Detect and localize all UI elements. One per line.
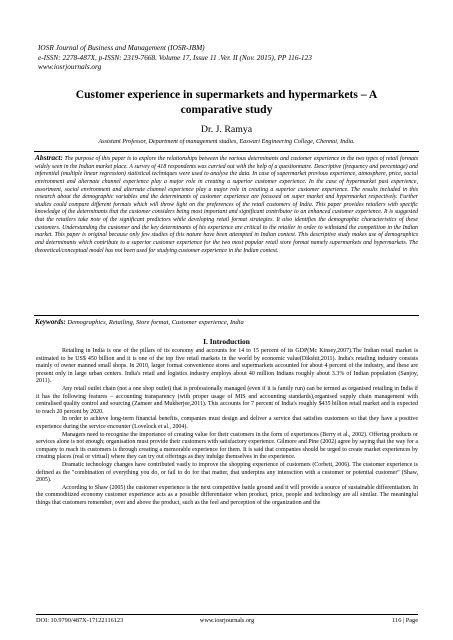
author-affiliation: Assistant Professor, Department of management studies, Easwari Engineering College, Chennai, India. — [98, 138, 355, 145]
keywords-text: Demographics, Retailing, Store format, Customer experience, India — [67, 319, 244, 326]
body-paragraph: According to Shaw (2005) the customer experience is the next competitive battle ground and it will provide a source of sustainable differentiation. In the commoditized economy customer experience acts as a possible differentiator when product, price, people and technology are all similar. The meaningful things that customers remember, over and above the product, such as the feel and perception of the organization and the — [36, 484, 418, 506]
abstract-paragraph — [35, 154, 418, 255]
footer-page-number: 116 | Page — [392, 617, 418, 624]
paper-title: Customer experience in supermarkets and hypermarkets – A comparative study — [75, 88, 378, 116]
introduction-body — [36, 348, 418, 507]
journal-issn: e-ISSN: 2278-487X, p-ISSN: 2319-7668. Volume 17, Issue 11 .Ver. II (Nov. 2015), PP 116-123 — [38, 52, 312, 62]
body-paragraph: Managers need to recognise the importance of creating value for their customers in the form of experiences (Berry et al., 2002). Offering products or services alone is not enough; organisation must provide their customers with satisfactory experience. Gilmore and Pine (2002) agree by saying that the way for a company to reach its customers is through creating a memorable experience for them. It is said that companies should be urged to create market experiences by creating places (real or virtual) where they can try out offerings as they indulge themselves in the experience. — [36, 431, 418, 461]
footer-divider — [36, 614, 418, 615]
body-paragraph: In order to achieve long-term financial benefits, companies must design and deliver a service that satisfies customers so that they have a positive experience during the service encounter (Lovelock et al., 2004). — [36, 416, 418, 430]
abstract-section — [34, 151, 419, 316]
footer-website: www.iosrjournals.org — [199, 617, 255, 624]
journal-name: IOSR Journal of Business and Management (IOSR-JBM) — [38, 43, 205, 52]
abstract-label: Abstract: — [35, 153, 63, 162]
paper-author: Dr. J. Ramya — [200, 124, 253, 135]
abstract-text: The purpose of this paper is to explore the relationships between the various determinants and customer experience in the two types of retail formats widely seen in the Indian market place. A survey of 418 respondents was carried out with the help of a questionnaire. Descriptive (frequency and percentage) and inferential (multiple linear regression) statistical techniques were used to analyse the data. In case of supermarket previous experience, atmosphere, price, social environment and alternate channel experience play a major role in creating a superior customer experience. In the case of hypermarket past experience, assortment, social environment and alternate channel experience play a major role in creating a superior customer experience. The results included in this research about the demographic variables and the determinants of customer experience are focussed on super market and hypermarket respectively. Further studies could compare different formats which will throw light on the preferences of the retail customers of India. This paper provides retailers with specific knowledge of the determinants that the customer considers being most important and significant contributor to an enhanced customer experience. It is suggested that the retailers take note of the significant predictors while developing retail format strategies. It also identifies the demographic characteristics of these customers. Understanding the customer and the key determinants of his experience are critical to the retailer in order to withstand the competition in the Indian market. This paper is original because only few studies of this nature have been attempted in Indian context. This descriptive study makes use of demographics and determinants which contribute to a superior customer experience for the two most popular retail store format namely supermarkets and hypermarkets. The theoretical/conceptual model has not been used for studying customer experience in the Indian context. — [35, 156, 418, 254]
section-heading: I. Introduction — [203, 337, 250, 346]
body-paragraph: Dramatic technology changes have contributed vastly to improve the shopping experience of customers (Corbett, 2006). The customer experience is defined as the "combination of everything you do, or fail to do for that matter, that underpins any interaction with a customer or potential customer" (Shaw, 2005). — [36, 461, 418, 484]
page-footer — [36, 616, 418, 626]
body-paragraph: Any retail outlet chain (not a one shop outlet) that is professionally managed (even if it is family run) can be termed as organised retailing in India if it has the following features – accounting transparency (with proper usage of MIS and accounting standards),organised supply chain management with centralised quality control and sourcing (Zameer and Mukherjee,2011). This accounts for 7 percent of India's roughly $435 billion retail market and is expected to reach 20 percent by 2020. — [36, 385, 418, 415]
body-paragraph: Retailing in India is one of the pillars of its economy and accounts for 14 to 15 percent of its GDP(Mc Kinsey,2007).The Indian retail market is estimated to be US$ 450 billion and it is one of the top five retail markets in the world by economic value(Dikshit,2011). India's retailing industry consists mainly of owner manned small shops. In 2010, larger format convenience stores and supermarkets accounted for about 4 percent of the industry, and these are present only in large urban centers. India's retail and logistics industry employs about 40 million Indians roughly about 3.3% of Indian population (Sanjoy, 2011). — [36, 348, 418, 385]
journal-header — [38, 43, 418, 72]
keywords-line — [35, 318, 420, 327]
keywords-label: Keywords: — [35, 318, 66, 326]
journal-website: www.iosrjournals.org — [38, 62, 102, 72]
footer-doi: DOI: 10.9790/487X-17122116123 — [36, 617, 124, 624]
